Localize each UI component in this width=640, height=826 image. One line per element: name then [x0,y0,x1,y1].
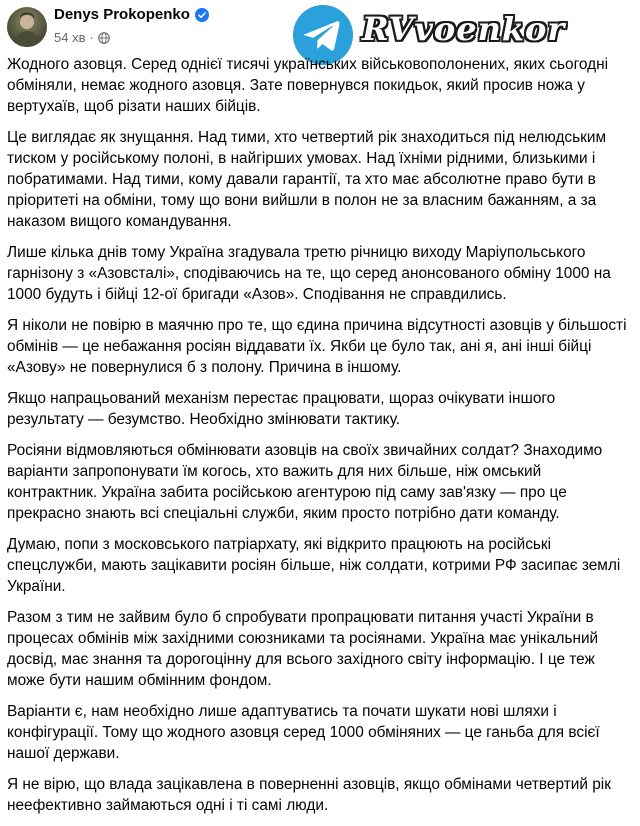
post-meta [54,30,110,45]
post-paragraph: Я не вірю, що влада зацікавлена в поверненні азовців, якщо обмінами четвертий рік неефективно займаються одні і ті самі люди. [7,776,611,814]
post-header [0,0,640,56]
post-paragraph: Разом з тим не зайвим було б спробувати пропрацювати питання участі України в процесах обмінів між західними союзниками та росіянами. Україна має унікальний досвід, має знання та дорогоцінну для всього західного світу інформацію. І це теж може бути нашим обмінним фондом. [7,609,599,689]
meta-separator: · [89,30,94,45]
post-paragraph: Якщо напрацьований механізм перестає працювати, щораз очікувати іншого результату — безумство. Необхідно змінювати тактику. [7,390,556,428]
avatar-silhouette [7,7,47,47]
channel-watermark: RVvoenkor [362,10,566,48]
post-paragraph: Лише кілька днів тому Україна згадувала третю річницю виходу Маріупольського гарнізону з «Азовсталі», сподіваючись на те, що серед анонсованого обміну 1000 на 1000 будуть і бійці 12-ої бригади «Азов». Сподівання не справдились. [7,244,611,303]
author-name-row [54,6,209,23]
globe-icon [98,32,110,44]
post-paragraph: Я ніколи не повірю в маячню про те, що єдина причина відсутності азовців у більшості обмінів — це небажання росіян віддавати їх. Якби це було так, ані я, ані інші бійці «Азову» не повернулися б з полону. Причина в іншому. [7,317,627,376]
author-name[interactable]: Denys Prokopenko [54,6,190,23]
post-paragraph: Варіанти є, нам необхідно лише адаптуватись та почати шукати нові шляхи і конфігурації. Тому що жодного азовця серед 1000 обміняних — це ганьба для всієї нашої держави. [7,703,600,762]
author-avatar[interactable] [7,7,47,47]
verified-badge-icon [195,8,209,22]
post-paragraph: Думаю, попи з московського патріархату, які відкрито працюють на російські спецслужби, мають зацікавити росіян більше, ніж солдати, котрими РФ засипає землі України. [7,536,621,595]
post-time[interactable]: 54 хв [54,30,86,45]
post-body [7,54,635,826]
post-paragraph: Це виглядає як знущання. Над тими, хто четвертий рік знаходиться під нелюдським тиском у російському полоні, в найгірших умовах. Над їхніми рідними, близькими і побратимами. Над тими, кому давали гарантії, та хто має абсолютне право бути в пріоритеті на обміни, тому що вони вийшли в полон не за власним бажанням, а за наказом вищого командування. [7,129,607,230]
post-paragraph: Жодного азовця. Серед однієї тисячі українських військовополонених, яких сьогодні обміняли, немає жодного азовця. Зате повернувся покидьок, який просив ножа у вертухаїв, щоб різати наших бійців. [7,56,608,115]
post-paragraph: Росіяни відмовляються обмінювати азовців на своїх звичайних солдат? Знаходимо варіанти запропонувати їм когось, хто важить для них більше, ніж омський контрактник. Україна забита російською агентурою під саму зав'язку — про це прекрасно знають всі спеціальні служби, яким просто потрібно дати команду. [7,442,603,522]
